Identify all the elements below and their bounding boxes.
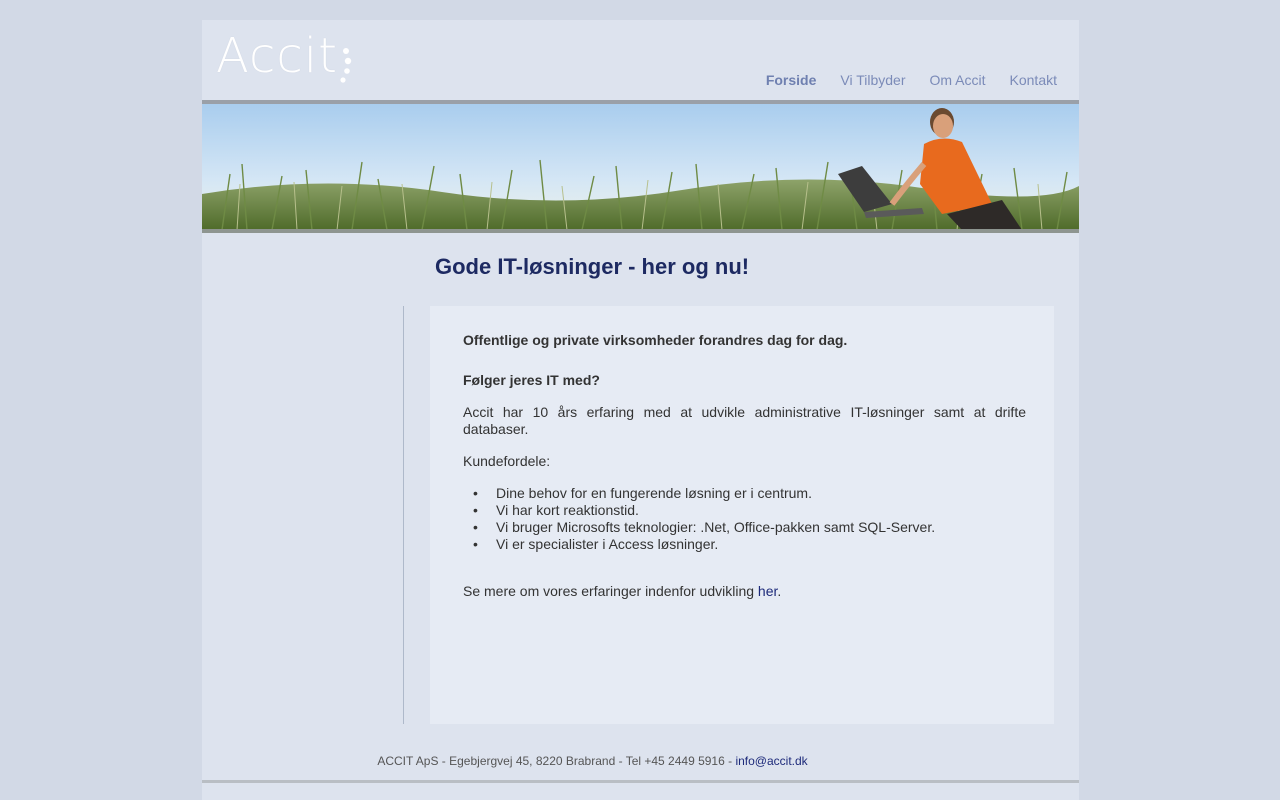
- page-title: Gode IT-løsninger - her og nu!: [435, 254, 750, 279]
- more-link[interactable]: her: [757, 583, 778, 599]
- more-end: .: [777, 583, 782, 599]
- list-item: • Vi bruger Microsofts teknologier: .Net, Office-pakken samt SQL-Server.: [463, 519, 1026, 536]
- banner-illustration: [202, 104, 1079, 230]
- nav-forside[interactable]: Forside: [765, 72, 817, 88]
- content-panel: [430, 306, 1054, 724]
- benefits-list: [463, 485, 1026, 553]
- nav-vi-tilbyder[interactable]: Vi Tilbyder: [840, 72, 906, 88]
- logo-dots-icon: [322, 44, 352, 88]
- header: [202, 20, 1079, 100]
- main-nav: [766, 72, 1057, 88]
- page-container: [202, 20, 1079, 800]
- nav-om-accit[interactable]: Om Accit: [929, 72, 986, 88]
- list-item: • Vi har kort reaktionstid.: [463, 502, 1026, 519]
- footer-divider: [202, 780, 1079, 783]
- question-text: Følger jeres IT med?: [463, 372, 600, 388]
- more-paragraph: [463, 583, 1026, 600]
- banner-divider: [202, 229, 1079, 233]
- more-text: Se mere om vores erfaringer indenfor udvikling: [463, 583, 758, 599]
- footer-address: ACCIT ApS - Egebjergvej 45, 8220 Brabrand - Tel +45 2449 5916 -: [377, 754, 736, 768]
- sidebar-divider: [403, 306, 404, 724]
- footer-email-link[interactable]: info@accit.dk: [735, 754, 808, 768]
- footer-line: [377, 754, 807, 768]
- list-item: • Vi er specialister i Access løsninger.: [463, 536, 1026, 553]
- list-item: • Dine behov for en fungerende løsning er i centrum.: [463, 485, 1026, 502]
- benefits-label: Kundefordele:: [463, 453, 551, 469]
- banner-image: [202, 104, 1079, 230]
- intro-text: Offentlige og private virksomheder forandres dag for dag.: [463, 332, 848, 348]
- logo[interactable]: Accit: [216, 28, 338, 84]
- footer: [202, 754, 1079, 768]
- experience-text: Accit har 10 års erfaring med at udvikle administrative IT-løsninger samt at drifte databaser.: [463, 404, 1026, 437]
- nav-kontakt[interactable]: Kontakt: [1009, 72, 1057, 88]
- content-body: [463, 332, 1026, 600]
